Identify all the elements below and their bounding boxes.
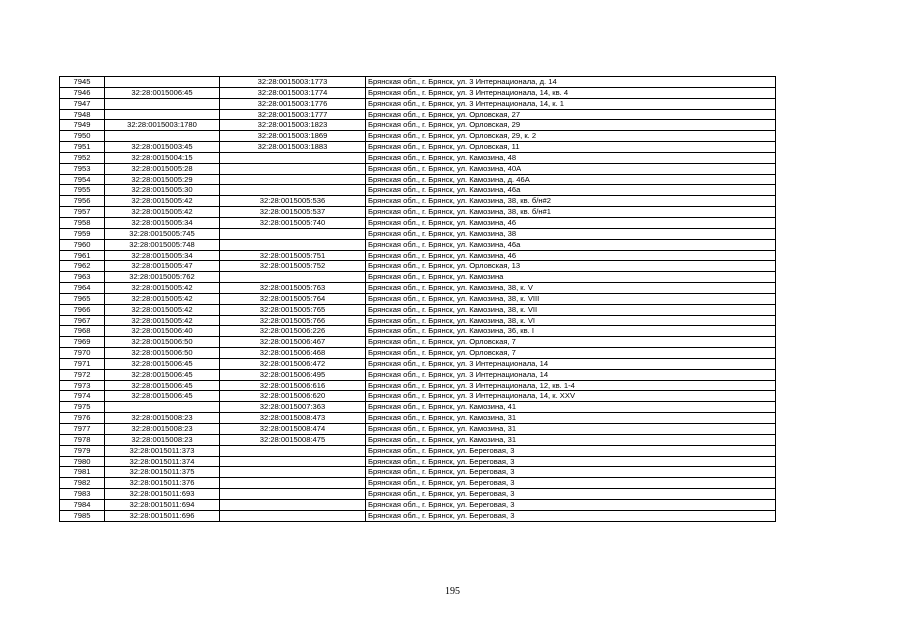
row-number-cell: 7967: [60, 315, 105, 326]
object-number-cell: [220, 467, 366, 478]
parcel-number-cell: 32:28:0015005:42: [105, 196, 220, 207]
address-cell: Брянская обл., г. Брянск, ул. Камозина, 46: [366, 250, 776, 261]
object-number-cell: 32:28:0015005:766: [220, 315, 366, 326]
parcel-number-cell: 32:28:0015011:694: [105, 499, 220, 510]
address-cell: Брянская обл., г. Брянск, ул. Орловская, 27: [366, 109, 776, 120]
table-row: [60, 467, 776, 478]
table-row: [60, 228, 776, 239]
row-number-cell: 7982: [60, 478, 105, 489]
row-number-cell: 7966: [60, 304, 105, 315]
parcel-number-cell: 32:28:0015006:45: [105, 87, 220, 98]
parcel-number-cell: 32:28:0015005:42: [105, 293, 220, 304]
table-row: [60, 163, 776, 174]
object-number-cell: [220, 478, 366, 489]
table-row: [60, 77, 776, 88]
row-number-cell: 7946: [60, 87, 105, 98]
address-cell: Брянская обл., г. Брянск, ул. Камозина, 48: [366, 152, 776, 163]
table-row: [60, 478, 776, 489]
parcel-number-cell: 32:28:0015008:23: [105, 424, 220, 435]
address-cell: Брянская обл., г. Брянск, ул. Береговая, 3: [366, 499, 776, 510]
table-row: [60, 402, 776, 413]
object-number-cell: 32:28:0015003:1869: [220, 131, 366, 142]
parcel-number-cell: 32:28:0015005:30: [105, 185, 220, 196]
address-cell: Брянская обл., г. Брянск, ул. Камозина, 38: [366, 228, 776, 239]
row-number-cell: 7951: [60, 142, 105, 153]
address-cell: Брянская обл., г. Брянск, ул. Камозина, 38, к. VII: [366, 304, 776, 315]
table-row: [60, 283, 776, 294]
parcel-number-cell: 32:28:0015005:34: [105, 217, 220, 228]
table-row: [60, 326, 776, 337]
row-number-cell: 7961: [60, 250, 105, 261]
row-number-cell: 7959: [60, 228, 105, 239]
address-cell: Брянская обл., г. Брянск, ул. Орловская, 29: [366, 120, 776, 131]
address-cell: Брянская обл., г. Брянск, ул. 3 Интернационала, д. 14: [366, 77, 776, 88]
address-cell: Брянская обл., г. Брянск, ул. 3 Интернационала, 14, к. XXV: [366, 391, 776, 402]
address-cell: Брянская обл., г. Брянск, ул. Орловская, 7: [366, 337, 776, 348]
row-number-cell: 7971: [60, 358, 105, 369]
object-number-cell: [220, 456, 366, 467]
table-row: [60, 217, 776, 228]
address-cell: Брянская обл., г. Брянск, ул. Орловская, 11: [366, 142, 776, 153]
table-row: [60, 293, 776, 304]
object-number-cell: 32:28:0015005:536: [220, 196, 366, 207]
parcel-number-cell: 32:28:0015006:45: [105, 380, 220, 391]
parcel-number-cell: 32:28:0015011:375: [105, 467, 220, 478]
table-row: [60, 358, 776, 369]
row-number-cell: 7974: [60, 391, 105, 402]
row-number-cell: 7965: [60, 293, 105, 304]
parcel-number-cell: 32:28:0015006:45: [105, 391, 220, 402]
row-number-cell: 7983: [60, 489, 105, 500]
table-row: [60, 380, 776, 391]
object-number-cell: 32:28:0015005:751: [220, 250, 366, 261]
object-number-cell: [220, 510, 366, 521]
object-number-cell: 32:28:0015006:472: [220, 358, 366, 369]
parcel-number-cell: 32:28:0015005:34: [105, 250, 220, 261]
address-cell: Брянская обл., г. Брянск, ул. Камозина, 38, к. VI: [366, 315, 776, 326]
table-row: [60, 261, 776, 272]
object-number-cell: 32:28:0015003:1773: [220, 77, 366, 88]
object-number-cell: 32:28:0015007:363: [220, 402, 366, 413]
row-number-cell: 7947: [60, 98, 105, 109]
row-number-cell: 7949: [60, 120, 105, 131]
object-number-cell: 32:28:0015006:467: [220, 337, 366, 348]
table-row: [60, 510, 776, 521]
table-row: [60, 348, 776, 359]
address-cell: Брянская обл., г. Брянск, ул. Камозина, 46а: [366, 185, 776, 196]
parcel-number-cell: 32:28:0015005:745: [105, 228, 220, 239]
table-row: [60, 304, 776, 315]
object-number-cell: [220, 152, 366, 163]
address-cell: Брянская обл., г. Брянск, ул. Камозина, 40А: [366, 163, 776, 174]
row-number-cell: 7968: [60, 326, 105, 337]
row-number-cell: 7950: [60, 131, 105, 142]
parcel-number-cell: 32:28:0015011:696: [105, 510, 220, 521]
parcel-number-cell: 32:28:0015005:28: [105, 163, 220, 174]
table-row: [60, 434, 776, 445]
row-number-cell: 7969: [60, 337, 105, 348]
parcel-number-cell: 32:28:0015011:373: [105, 445, 220, 456]
object-number-cell: 32:28:0015005:763: [220, 283, 366, 294]
object-number-cell: [220, 489, 366, 500]
table-row: [60, 272, 776, 283]
row-number-cell: 7970: [60, 348, 105, 359]
row-number-cell: 7953: [60, 163, 105, 174]
object-number-cell: [220, 185, 366, 196]
address-cell: Брянская обл., г. Брянск, ул. Камозина: [366, 272, 776, 283]
object-number-cell: 32:28:0015003:1777: [220, 109, 366, 120]
parcel-number-cell: 32:28:0015005:762: [105, 272, 220, 283]
parcel-number-cell: 32:28:0015011:693: [105, 489, 220, 500]
object-number-cell: 32:28:0015008:473: [220, 413, 366, 424]
row-number-cell: 7964: [60, 283, 105, 294]
address-cell: Брянская обл., г. Брянск, ул. Камозина, 38, к. V: [366, 283, 776, 294]
address-cell: Брянская обл., г. Брянск, ул. Камозина, 31: [366, 424, 776, 435]
table-row: [60, 315, 776, 326]
table-row: [60, 109, 776, 120]
parcel-number-cell: 32:28:0015006:50: [105, 348, 220, 359]
address-cell: Брянская обл., г. Брянск, ул. Береговая, 3: [366, 456, 776, 467]
address-cell: Брянская обл., г. Брянск, ул. Камозина, 36, кв. I: [366, 326, 776, 337]
parcel-number-cell: 32:28:0015005:748: [105, 239, 220, 250]
object-number-cell: 32:28:0015006:468: [220, 348, 366, 359]
parcel-number-cell: [105, 402, 220, 413]
object-number-cell: [220, 272, 366, 283]
row-number-cell: 7952: [60, 152, 105, 163]
address-cell: Брянская обл., г. Брянск, ул. Береговая, 3: [366, 445, 776, 456]
row-number-cell: 7963: [60, 272, 105, 283]
parcel-number-cell: 32:28:0015011:376: [105, 478, 220, 489]
table-row: [60, 142, 776, 153]
table-row: [60, 196, 776, 207]
row-number-cell: 7954: [60, 174, 105, 185]
row-number-cell: 7975: [60, 402, 105, 413]
row-number-cell: 7980: [60, 456, 105, 467]
address-cell: Брянская обл., г. Брянск, ул. 3 Интернационала, 14, кв. 4: [366, 87, 776, 98]
object-number-cell: [220, 445, 366, 456]
address-cell: Брянская обл., г. Брянск, ул. Камозина, 38, кв. б/н#2: [366, 196, 776, 207]
address-cell: Брянская обл., г. Брянск, ул. 3 Интернационала, 14: [366, 369, 776, 380]
table-row: [60, 185, 776, 196]
parcel-number-cell: 32:28:0015011:374: [105, 456, 220, 467]
object-number-cell: [220, 163, 366, 174]
parcel-number-cell: 32:28:0015006:40: [105, 326, 220, 337]
row-number-cell: 7972: [60, 369, 105, 380]
table-row: [60, 87, 776, 98]
table-row: [60, 499, 776, 510]
object-number-cell: 32:28:0015006:226: [220, 326, 366, 337]
row-number-cell: 7958: [60, 217, 105, 228]
parcel-number-cell: [105, 98, 220, 109]
row-number-cell: 7956: [60, 196, 105, 207]
object-number-cell: 32:28:0015003:1823: [220, 120, 366, 131]
parcel-number-cell: [105, 109, 220, 120]
address-cell: Брянская обл., г. Брянск, ул. Береговая, 3: [366, 467, 776, 478]
address-cell: Брянская обл., г. Брянск, ул. Камозина, 31: [366, 413, 776, 424]
object-number-cell: 32:28:0015006:616: [220, 380, 366, 391]
address-cell: Брянская обл., г. Брянск, ул. Камозина, 38, кв. б/н#1: [366, 207, 776, 218]
table-row: [60, 413, 776, 424]
object-number-cell: 32:28:0015005:740: [220, 217, 366, 228]
object-number-cell: 32:28:0015003:1774: [220, 87, 366, 98]
row-number-cell: 7945: [60, 77, 105, 88]
address-cell: Брянская обл., г. Брянск, ул. Орловская, 7: [366, 348, 776, 359]
address-cell: Брянская обл., г. Брянск, ул. Орловская, 13: [366, 261, 776, 272]
row-number-cell: 7977: [60, 424, 105, 435]
parcel-number-cell: 32:28:0015005:42: [105, 207, 220, 218]
parcel-number-cell: 32:28:0015003:45: [105, 142, 220, 153]
parcel-number-cell: [105, 131, 220, 142]
parcel-number-cell: 32:28:0015004:15: [105, 152, 220, 163]
table-row: [60, 239, 776, 250]
row-number-cell: 7955: [60, 185, 105, 196]
table-row: [60, 456, 776, 467]
parcel-number-cell: 32:28:0015006:45: [105, 369, 220, 380]
table-row: [60, 207, 776, 218]
address-cell: Брянская обл., г. Брянск, ул. Камозина, 46а: [366, 239, 776, 250]
address-cell: Брянская обл., г. Брянск, ул. Камозина, 41: [366, 402, 776, 413]
row-number-cell: 7948: [60, 109, 105, 120]
row-number-cell: 7981: [60, 467, 105, 478]
parcel-number-cell: 32:28:0015005:42: [105, 315, 220, 326]
table-row: [60, 424, 776, 435]
page-number: 195: [445, 586, 460, 597]
object-number-cell: 32:28:0015003:1883: [220, 142, 366, 153]
object-number-cell: 32:28:0015003:1776: [220, 98, 366, 109]
object-number-cell: [220, 174, 366, 185]
row-number-cell: 7960: [60, 239, 105, 250]
parcel-number-cell: 32:28:0015005:29: [105, 174, 220, 185]
object-number-cell: 32:28:0015005:764: [220, 293, 366, 304]
address-cell: Брянская обл., г. Брянск, ул. Орловская, 29, к. 2: [366, 131, 776, 142]
address-cell: Брянская обл., г. Брянск, ул. Береговая, 3: [366, 489, 776, 500]
parcel-number-cell: 32:28:0015008:23: [105, 413, 220, 424]
object-number-cell: 32:28:0015006:495: [220, 369, 366, 380]
parcel-number-cell: 32:28:0015003:1780: [105, 120, 220, 131]
address-cell: Брянская обл., г. Брянск, ул. Береговая, 3: [366, 478, 776, 489]
row-number-cell: 7976: [60, 413, 105, 424]
address-cell: Брянская обл., г. Брянск, ул. Береговая, 3: [366, 510, 776, 521]
object-number-cell: 32:28:0015005:752: [220, 261, 366, 272]
row-number-cell: 7962: [60, 261, 105, 272]
row-number-cell: 7985: [60, 510, 105, 521]
object-number-cell: 32:28:0015008:475: [220, 434, 366, 445]
table-row: [60, 131, 776, 142]
row-number-cell: 7973: [60, 380, 105, 391]
address-cell: Брянская обл., г. Брянск, ул. 3 Интернационала, 14, к. 1: [366, 98, 776, 109]
parcel-number-cell: 32:28:0015006:45: [105, 358, 220, 369]
table-row: [60, 445, 776, 456]
row-number-cell: 7984: [60, 499, 105, 510]
table-row: [60, 489, 776, 500]
registry-table: [59, 76, 776, 522]
table-row: [60, 152, 776, 163]
table-row: [60, 250, 776, 261]
address-cell: Брянская обл., г. Брянск, ул. Камозина, 38, к. VIII: [366, 293, 776, 304]
address-cell: Брянская обл., г. Брянск, ул. Камозина, 31: [366, 434, 776, 445]
row-number-cell: 7978: [60, 434, 105, 445]
address-cell: Брянская обл., г. Брянск, ул. Камозина, д. 46А: [366, 174, 776, 185]
address-cell: Брянская обл., г. Брянск, ул. 3 Интернационала, 12, кв. 1-4: [366, 380, 776, 391]
address-cell: Брянская обл., г. Брянск, ул. 3 Интернационала, 14: [366, 358, 776, 369]
parcel-number-cell: 32:28:0015005:42: [105, 304, 220, 315]
table-row: [60, 391, 776, 402]
registry-table-body: [60, 77, 776, 522]
table-row: [60, 120, 776, 131]
table-row: [60, 369, 776, 380]
parcel-number-cell: 32:28:0015005:47: [105, 261, 220, 272]
parcel-number-cell: [105, 77, 220, 88]
object-number-cell: 32:28:0015005:765: [220, 304, 366, 315]
parcel-number-cell: 32:28:0015008:23: [105, 434, 220, 445]
object-number-cell: 32:28:0015006:620: [220, 391, 366, 402]
object-number-cell: [220, 499, 366, 510]
parcel-number-cell: 32:28:0015006:50: [105, 337, 220, 348]
table-row: [60, 98, 776, 109]
row-number-cell: 7979: [60, 445, 105, 456]
table-row: [60, 174, 776, 185]
object-number-cell: [220, 228, 366, 239]
row-number-cell: 7957: [60, 207, 105, 218]
object-number-cell: [220, 239, 366, 250]
object-number-cell: 32:28:0015005:537: [220, 207, 366, 218]
table-row: [60, 337, 776, 348]
parcel-number-cell: 32:28:0015005:42: [105, 283, 220, 294]
address-cell: Брянская обл., г. Брянск, ул. Камозина, 46: [366, 217, 776, 228]
object-number-cell: 32:28:0015008:474: [220, 424, 366, 435]
